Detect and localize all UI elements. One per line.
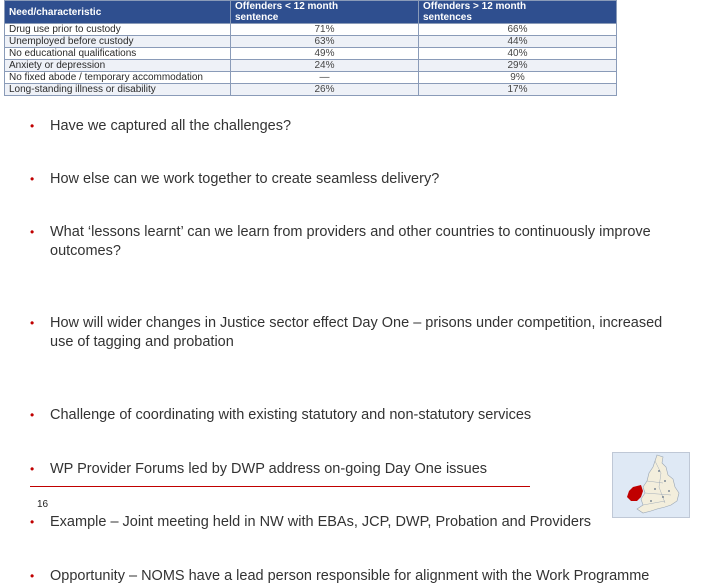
- bullet-icon: •: [30, 316, 35, 330]
- table-row: [5, 36, 617, 48]
- table-row: [5, 60, 617, 72]
- table-row: [5, 48, 617, 60]
- list-item: • Opportunity – NOMS have a lead person responsible for alignment with the Work Programme: [30, 568, 650, 584]
- table-cell: 63%: [231, 36, 419, 48]
- list-item: • What ‘lessons learnt’ can we learn from providers and other countries to continuously improve outcomes?: [30, 224, 651, 259]
- table-cell: 26%: [231, 84, 419, 96]
- table-header-under-12: Offenders < 12 month sentence: [231, 1, 419, 24]
- bullet-icon: •: [30, 119, 35, 133]
- list-item: • Have we captured all the challenges?: [30, 118, 292, 134]
- table-cell: Unemployed before custody: [5, 36, 231, 48]
- table-cell: 40%: [419, 48, 617, 60]
- table-cell: No fixed abode / temporary accommodation: [5, 72, 231, 84]
- table-cell: Anxiety or depression: [5, 60, 231, 72]
- table-cell: —: [231, 72, 419, 84]
- list-item: • Example – Joint meeting held in NW with EBAs, JCP, DWP, Probation and Providers: [30, 514, 592, 530]
- table-row: [5, 24, 617, 36]
- list-item: • Challenge of coordinating with existing statutory and non-statutory services: [30, 407, 532, 423]
- table-header-over-12: Offenders > 12 month sentences: [419, 1, 617, 24]
- table-header-need: Need/characteristic: [5, 1, 231, 24]
- table-row: [5, 72, 617, 84]
- list-item: • WP Provider Forums led by DWP address on-going Day One issues: [30, 461, 488, 477]
- bullet-icon: •: [30, 408, 35, 422]
- bullet-icon: •: [30, 569, 35, 583]
- table-cell: 66%: [419, 24, 617, 36]
- table-cell: Drug use prior to custody: [5, 24, 231, 36]
- table-cell: 71%: [231, 24, 419, 36]
- table-cell: 9%: [419, 72, 617, 84]
- list-item: • How will wider changes in Justice sector effect Day One – prisons under competition, increased use of tagging and probation: [30, 315, 663, 350]
- footer-divider: [30, 486, 530, 487]
- table-cell: 24%: [231, 60, 419, 72]
- table-cell: 44%: [419, 36, 617, 48]
- needs-table: [4, 0, 617, 96]
- table-header-row: [5, 1, 617, 24]
- table-cell: 17%: [419, 84, 617, 96]
- bullet-icon: •: [30, 462, 35, 476]
- page-number: 16: [37, 499, 49, 510]
- table-cell: 29%: [419, 60, 617, 72]
- table-cell: No educational qualifications: [5, 48, 231, 60]
- bullet-icon: •: [30, 172, 35, 186]
- table-row: [5, 84, 617, 96]
- bullet-icon: •: [30, 515, 35, 529]
- table-cell: 49%: [231, 48, 419, 60]
- bullet-icon: •: [30, 225, 35, 239]
- table-cell: Long-standing illness or disability: [5, 84, 231, 96]
- uk-regions-map-icon: [612, 452, 690, 518]
- list-item: • How else can we work together to create seamless delivery?: [30, 171, 440, 187]
